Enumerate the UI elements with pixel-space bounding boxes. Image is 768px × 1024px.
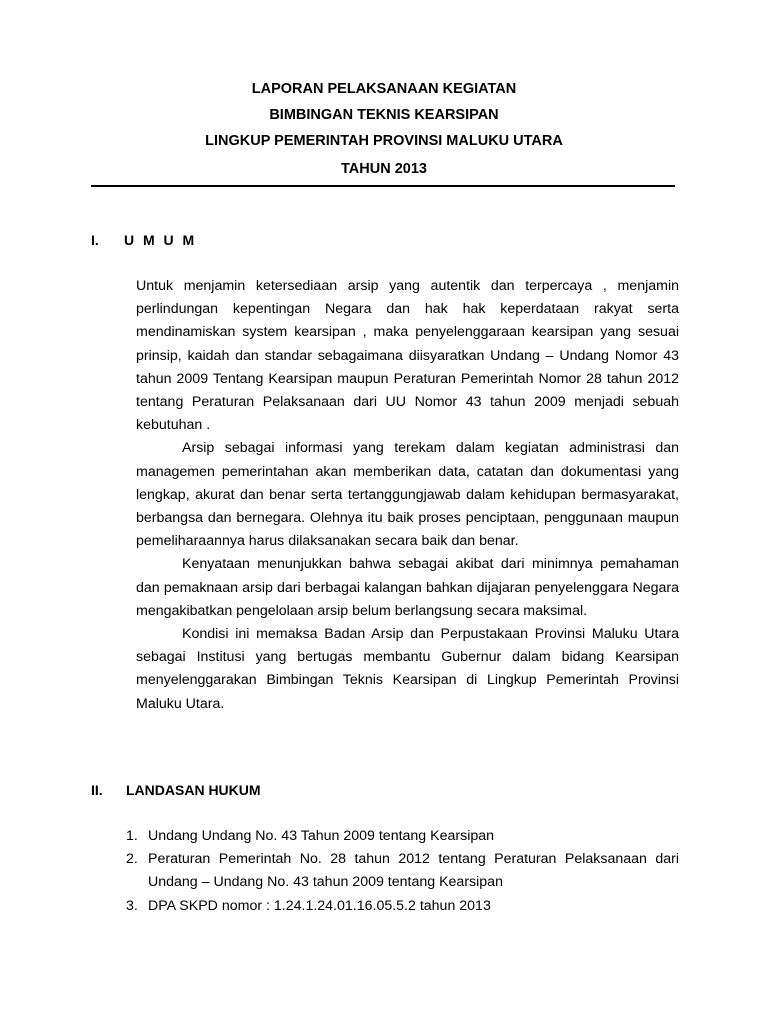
legal-basis-list bbox=[126, 825, 679, 918]
list-item bbox=[126, 825, 679, 848]
list-item-number: 2. bbox=[126, 851, 138, 868]
paragraph: Kondisi ini memaksa Badan Arsip dan Perpustakaan Provinsi Maluku Utara sebagai Institusi yang bertugas membantu Gubernur dalam bidang Kearsipan menyelenggarakan Bimbingan Teknis Kearsipan di Lingkup Pemerintah Provinsi Maluku Utara. bbox=[136, 626, 679, 712]
title-divider bbox=[91, 185, 675, 187]
list-item-text: Peraturan Pemerintah No. 28 tahun 2012 tentang Peraturan Pelaksanaan dari Undang – Undang No. 43 tahun 2009 tentang Kearsipan bbox=[148, 851, 679, 891]
paragraph: Kenyataan menunjukkan bahwa sebagai akibat dari minimnya pemahaman dan pemaknaan arsip dari berbagai kalangan bahkan dijajaran penyelenggara Negara mengakibatkan pengelolaan arsip belum berlangsung secara maksimal. bbox=[136, 556, 679, 619]
list-item-number: 3. bbox=[126, 897, 138, 914]
section-1-body bbox=[136, 275, 679, 716]
paragraph: Untuk menjamin ketersediaan arsip yang autentik dan terpercaya , menjamin perlindungan kepentingan Negara dan hak hak keperdataan rakyat serta mendinamiskan system kearsipan , maka penyelenggaraan kearsipan yang sesuai prinsip, kaidah dan standar sebagaimana diisyaratkan Undang – Undang Nomor 43 tahun 2009 Tentang Kearsipan maupun Peraturan Pemerintah Nomor 28 tahun 2012 tentang Peraturan Pelaksanaan dari UU Nomor 43 tahun 2009 menjadi sebuah kebutuhan . bbox=[136, 278, 679, 434]
paragraph: Arsip sebagai informasi yang terekam dalam kegiatan administrasi dan managemen pemerintahan akan memberikan data, catatan dan dokumentasi yang lengkap, akurat dan benar serta tertanggungjawab dalam kehidupan bermasyarakat, berbangsa dan bernegara. Olehnya itu baik proses penciptaan, penggunaan maupun pemeliharaannya harus dilaksanakan secara baik dan benar. bbox=[136, 440, 679, 550]
list-item bbox=[126, 848, 679, 894]
document-title-line-1: LAPORAN PELAKSANAAN KEGIATAN bbox=[251, 81, 517, 97]
section-2-heading: LANDASAN HUKUM bbox=[126, 782, 261, 798]
section-1-number: I. bbox=[91, 232, 99, 248]
document-title-line-4: TAHUN 2013 bbox=[341, 161, 427, 177]
document-title-line-2: BIMBINGAN TEKNIS KEARSIPAN bbox=[269, 107, 499, 123]
list-item-text: DPA SKPD nomor : 1.24.1.24.01.16.05.5.2 tahun 2013 bbox=[148, 897, 491, 914]
list-item-text: Undang Undang No. 43 Tahun 2009 tentang Kearsipan bbox=[148, 828, 495, 844]
section-2-number: II. bbox=[91, 782, 103, 798]
list-item bbox=[126, 895, 679, 918]
section-1-heading: U M U M bbox=[124, 232, 197, 248]
document-title-line-3: LINGKUP PEMERINTAH PROVINSI MALUKU UTARA bbox=[205, 133, 563, 149]
list-item-number: 1. bbox=[126, 828, 138, 844]
